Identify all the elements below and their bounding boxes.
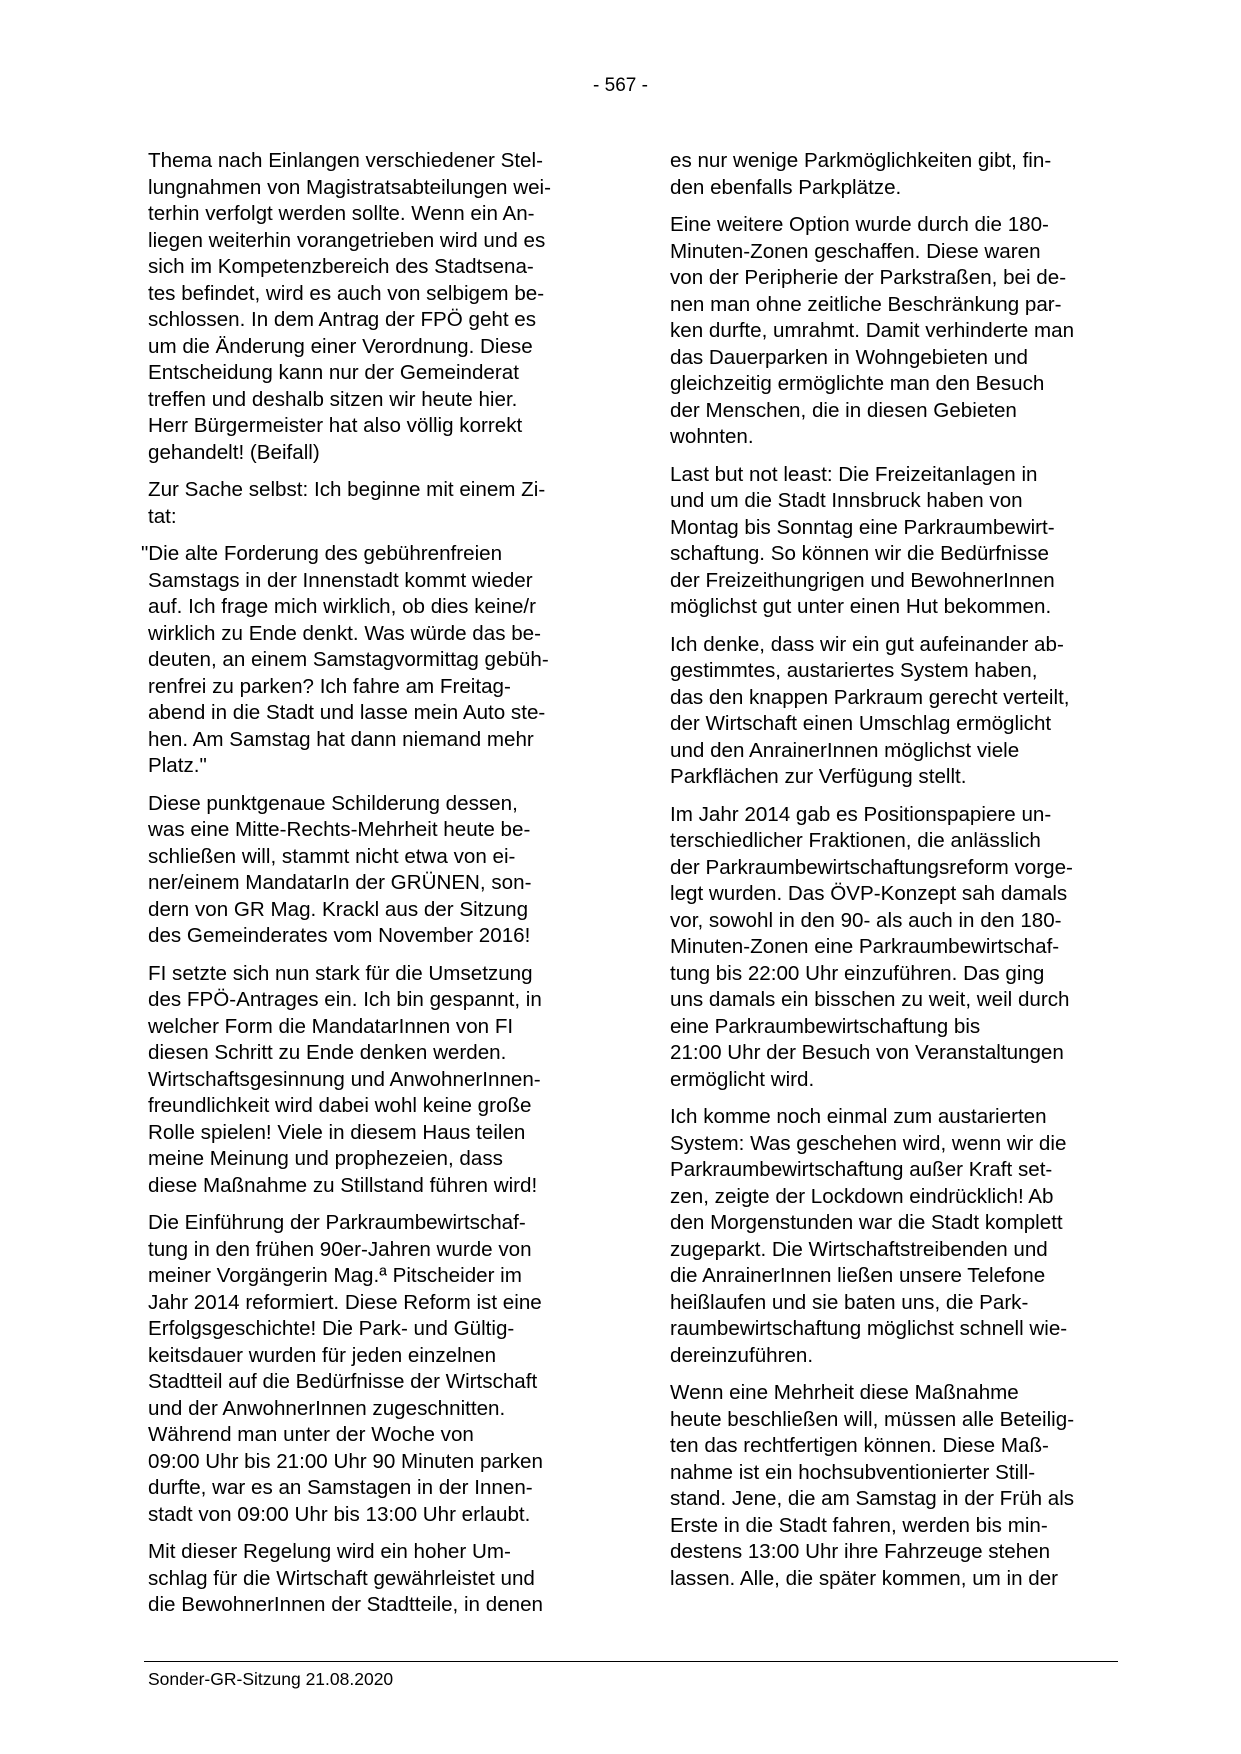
text-line: das Dauerparken in Wohngebieten und	[670, 345, 1028, 369]
text-line: Platz."	[148, 754, 207, 777]
text-line: tung in den frühen 90er-Jahren wurde von	[148, 1237, 532, 1261]
text-line: der Menschen, die in diesen Gebieten	[670, 398, 1017, 422]
text-line: nahme ist ein hochsubventionierter Still-	[670, 1460, 1036, 1484]
text-line: schließen will, stammt nicht etwa von ei-	[148, 844, 516, 868]
text-line: eine Parkraumbewirtschaftung bis	[670, 1014, 981, 1038]
text-line: legt wurden. Das ÖVP-Konzept sah damals	[670, 882, 1068, 905]
text-line: den ebenfalls Parkplätze.	[670, 175, 902, 199]
text-line: Montag bis Sonntag eine Parkraumbewirt-	[670, 515, 1055, 539]
text-line: dereinzuführen.	[670, 1343, 814, 1367]
text-line: Im Jahr 2014 gab es Positionspapiere un-	[670, 802, 1052, 826]
text-line: zugeparkt. Die Wirtschaftstreibenden und	[670, 1237, 1048, 1261]
text-line: ner/einem MandatarIn der GRÜNEN, son-	[148, 871, 532, 894]
text-line: schlag für die Wirtschaft gewährleistet und	[148, 1566, 535, 1590]
text-line: Diese punktgenaue Schilderung dessen,	[148, 791, 518, 815]
text-line: destens 13:00 Uhr ihre Fahrzeuge stehen	[670, 1540, 1051, 1563]
text-line: Ich komme noch einmal zum austarierten	[670, 1105, 1047, 1128]
paragraph	[670, 212, 1118, 451]
text-line: stadt von 09:00 Uhr bis 13:00 Uhr erlaubt.	[148, 1502, 531, 1526]
text-line: Parkflächen zur Verfügung stellt.	[670, 765, 967, 788]
text-line: ten das rechtfertigen können. Diese Maß-	[670, 1434, 1049, 1457]
text-line: Erste in die Stadt fahren, werden bis min-	[670, 1513, 1048, 1537]
text-line: welcher Form die MandatarInnen von FI	[148, 1014, 514, 1038]
text-line: System: Was geschehen wird, wenn wir die	[670, 1131, 1067, 1155]
text-line: schaftung. So können wir die Bedürfnisse	[670, 542, 1049, 565]
text-line: keitsdauer wurden für jeden einzelnen	[148, 1343, 497, 1367]
text-line: Während man unter der Woche von	[148, 1423, 474, 1446]
text-line: 21:00 Uhr der Besuch von Veranstaltungen	[670, 1041, 1064, 1064]
text-line: hen. Am Samstag hat dann niemand mehr	[148, 727, 534, 751]
text-line: der Freizeithungrigen und BewohnerInnen	[670, 568, 1055, 592]
text-line: um die Änderung einer Verordnung. Diese	[148, 334, 533, 358]
text-line: heute beschließen will, müssen alle Beteilig-	[670, 1407, 1075, 1431]
text-line: schlossen. In dem Antrag der FPÖ geht es	[148, 308, 537, 331]
text-line: diese Maßnahme zu Stillstand führen wird!	[148, 1173, 538, 1197]
text-line: liegen weiterhin vorangetrieben wird und es	[148, 228, 546, 252]
text-line: Ich denke, dass wir ein gut aufeinander ab-	[670, 632, 1064, 656]
paragraph	[148, 1539, 590, 1619]
text-line: Entscheidung kann nur der Gemeinderat	[148, 361, 519, 384]
paragraph	[148, 477, 590, 530]
text-line: und der AnwohnerInnen zugeschnitten.	[148, 1396, 506, 1420]
text-line: abend in die Stadt und lasse mein Auto ste-	[148, 701, 546, 724]
text-line: dern von GR Mag. Krackl aus der Sitzung	[148, 897, 529, 921]
text-line: heißlaufen und sie baten uns, die Park-	[670, 1290, 1029, 1314]
paragraph	[670, 462, 1118, 621]
text-line: deuten, an einem Samstagvormittag gebüh-	[148, 648, 549, 671]
text-line: was eine Mitte-Rechts-Mehrheit heute be-	[148, 818, 531, 841]
text-line: uns damals ein bisschen zu weit, weil durch	[670, 988, 1070, 1011]
text-line: tung bis 22:00 Uhr einzuführen. Das ging	[670, 961, 1045, 985]
text-line: Mit dieser Regelung wird ein hoher Um-	[148, 1540, 511, 1563]
text-line: ermöglicht wird.	[670, 1067, 815, 1091]
text-line: meiner Vorgängerin Mag.ª Pitscheider im	[148, 1264, 522, 1287]
paragraph	[670, 1380, 1118, 1592]
text-line: möglichst gut unter einen Hut bekommen.	[670, 595, 1052, 618]
paragraph	[670, 802, 1118, 1094]
paragraph	[148, 148, 590, 466]
text-line: und um die Stadt Innsbruck haben von	[670, 489, 1023, 512]
text-line: Die Einführung der Parkraumbewirtschaf-	[148, 1211, 526, 1234]
text-line: FI setzte sich nun stark für die Umsetzung	[148, 961, 533, 985]
paragraph	[670, 1104, 1118, 1369]
text-line: stand. Jene, die am Samstag in der Früh als	[670, 1487, 1075, 1510]
text-line: der Parkraumbewirtschaftungsreform vorge-	[670, 855, 1073, 879]
quote-paragraph	[141, 541, 590, 780]
text-line: lassen. Alle, die später kommen, um in der	[670, 1566, 1059, 1590]
text-line: der Wirtschaft einen Umschlag ermöglicht	[670, 712, 1052, 735]
text-line: zen, zeigte der Lockdown eindrücklich! Ab	[670, 1184, 1054, 1208]
text-line: lungnahmen von Magistratsabteilungen wei-	[148, 175, 551, 199]
footer-session-label: Sonder-GR-Sitzung 21.08.2020	[148, 1669, 394, 1689]
text-line: "Die alte Forderung des gebührenfreien	[141, 542, 503, 565]
footer-divider	[144, 1661, 1118, 1662]
text-line: vor, sowohl in den 90- als auch in den 180-	[670, 908, 1062, 932]
text-line: terschiedlicher Fraktionen, die anlässlich	[670, 829, 1041, 852]
text-line: Rolle spielen! Viele in diesem Haus teilen	[148, 1120, 526, 1144]
text-line: das den knappen Parkraum gerecht verteilt,	[670, 685, 1070, 709]
text-line: Wirtschaftsgesinnung und AnwohnerInnen-	[148, 1067, 541, 1091]
paragraph	[670, 632, 1118, 791]
text-line: den Morgenstunden war die Stadt komplett	[670, 1211, 1063, 1234]
text-line: diesen Schritt zu Ende denken werden.	[148, 1041, 507, 1064]
text-line: Last but not least: Die Freizeitanlagen in	[670, 462, 1038, 486]
text-line: gleichzeitig ermöglichte man den Besuch	[670, 372, 1045, 395]
text-line: Thema nach Einlangen verschiedener Stel-	[148, 149, 543, 172]
text-line: tes befindet, wird es auch von selbigem be-	[148, 281, 545, 305]
text-line: wohnten.	[670, 425, 754, 448]
paragraph	[148, 1210, 590, 1528]
text-line: die AnrainerInnen ließen unsere Telefone	[670, 1264, 1046, 1287]
text-line: des Gemeinderates vom November 2016!	[148, 924, 531, 947]
text-line: gehandelt! (Beifall)	[148, 440, 320, 464]
text-line: Stadtteil auf die Bedürfnisse der Wirtschaft	[148, 1370, 538, 1393]
paragraph	[148, 961, 590, 1200]
text-line: auf. Ich frage mich wirklich, ob dies keine/r	[148, 595, 537, 618]
text-line: Jahr 2014 reformiert. Diese Reform ist eine	[148, 1290, 542, 1314]
page-number: - 567 -	[593, 75, 648, 96]
text-line: Minuten-Zonen geschaffen. Diese waren	[670, 239, 1041, 263]
text-line: wirklich zu Ende denkt. Was würde das be-	[148, 621, 541, 645]
right-column	[670, 148, 1118, 1603]
text-line: terhin verfolgt werden sollte. Wenn ein An-	[148, 202, 535, 225]
text-line: 09:00 Uhr bis 21:00 Uhr 90 Minuten parken	[148, 1449, 543, 1473]
text-line: von der Peripherie der Parkstraßen, bei de-	[670, 266, 1067, 289]
text-line: Zur Sache selbst: Ich beginne mit einem Zi-	[148, 478, 546, 501]
text-line: gestimmtes, austariertes System haben,	[670, 659, 1038, 682]
text-line: und den AnrainerInnen möglichst viele	[670, 738, 1020, 762]
text-line: treffen und deshalb sitzen wir heute hier.	[148, 387, 518, 411]
text-line: renfrei zu parken? Ich fahre am Freitag-	[148, 674, 511, 698]
text-line: es nur wenige Parkmöglichkeiten gibt, fin-	[670, 149, 1052, 172]
text-line: Parkraumbewirtschaftung außer Kraft set-	[670, 1158, 1053, 1181]
text-line: Wenn eine Mehrheit diese Maßnahme	[670, 1381, 1019, 1404]
text-line: die BewohnerInnen der Stadtteile, in denen	[148, 1593, 544, 1616]
text-line: nen man ohne zeitliche Beschränkung par-	[670, 292, 1062, 316]
text-line: raumbewirtschaftung möglichst schnell wie-	[670, 1317, 1068, 1340]
text-line: durfte, war es an Samstagen in der Innen-	[148, 1476, 533, 1499]
text-line: freundlichkeit wird dabei wohl keine große	[148, 1094, 532, 1117]
text-line: ken durfte, umrahmt. Damit verhinderte man	[670, 319, 1075, 342]
text-line: des FPÖ-Antrages ein. Ich bin gespannt, in	[148, 988, 542, 1011]
text-line: Samstags in der Innenstadt kommt wieder	[148, 568, 533, 592]
text-line: Erfolgsgeschichte! Die Park- und Gültig-	[148, 1317, 515, 1340]
text-line: sich im Kompetenzbereich des Stadtsena-	[148, 255, 534, 278]
text-line: tat:	[148, 504, 177, 528]
left-column	[141, 148, 590, 1630]
text-line: Eine weitere Option wurde durch die 180-	[670, 213, 1049, 236]
paragraph	[670, 148, 1118, 201]
text-line: Minuten-Zonen eine Parkraumbewirtschaf-	[670, 935, 1060, 958]
text-line: meine Meinung und prophezeien, dass	[148, 1147, 503, 1170]
paragraph	[148, 791, 590, 950]
text-line: Herr Bürgermeister hat also völlig korrekt	[148, 414, 523, 437]
